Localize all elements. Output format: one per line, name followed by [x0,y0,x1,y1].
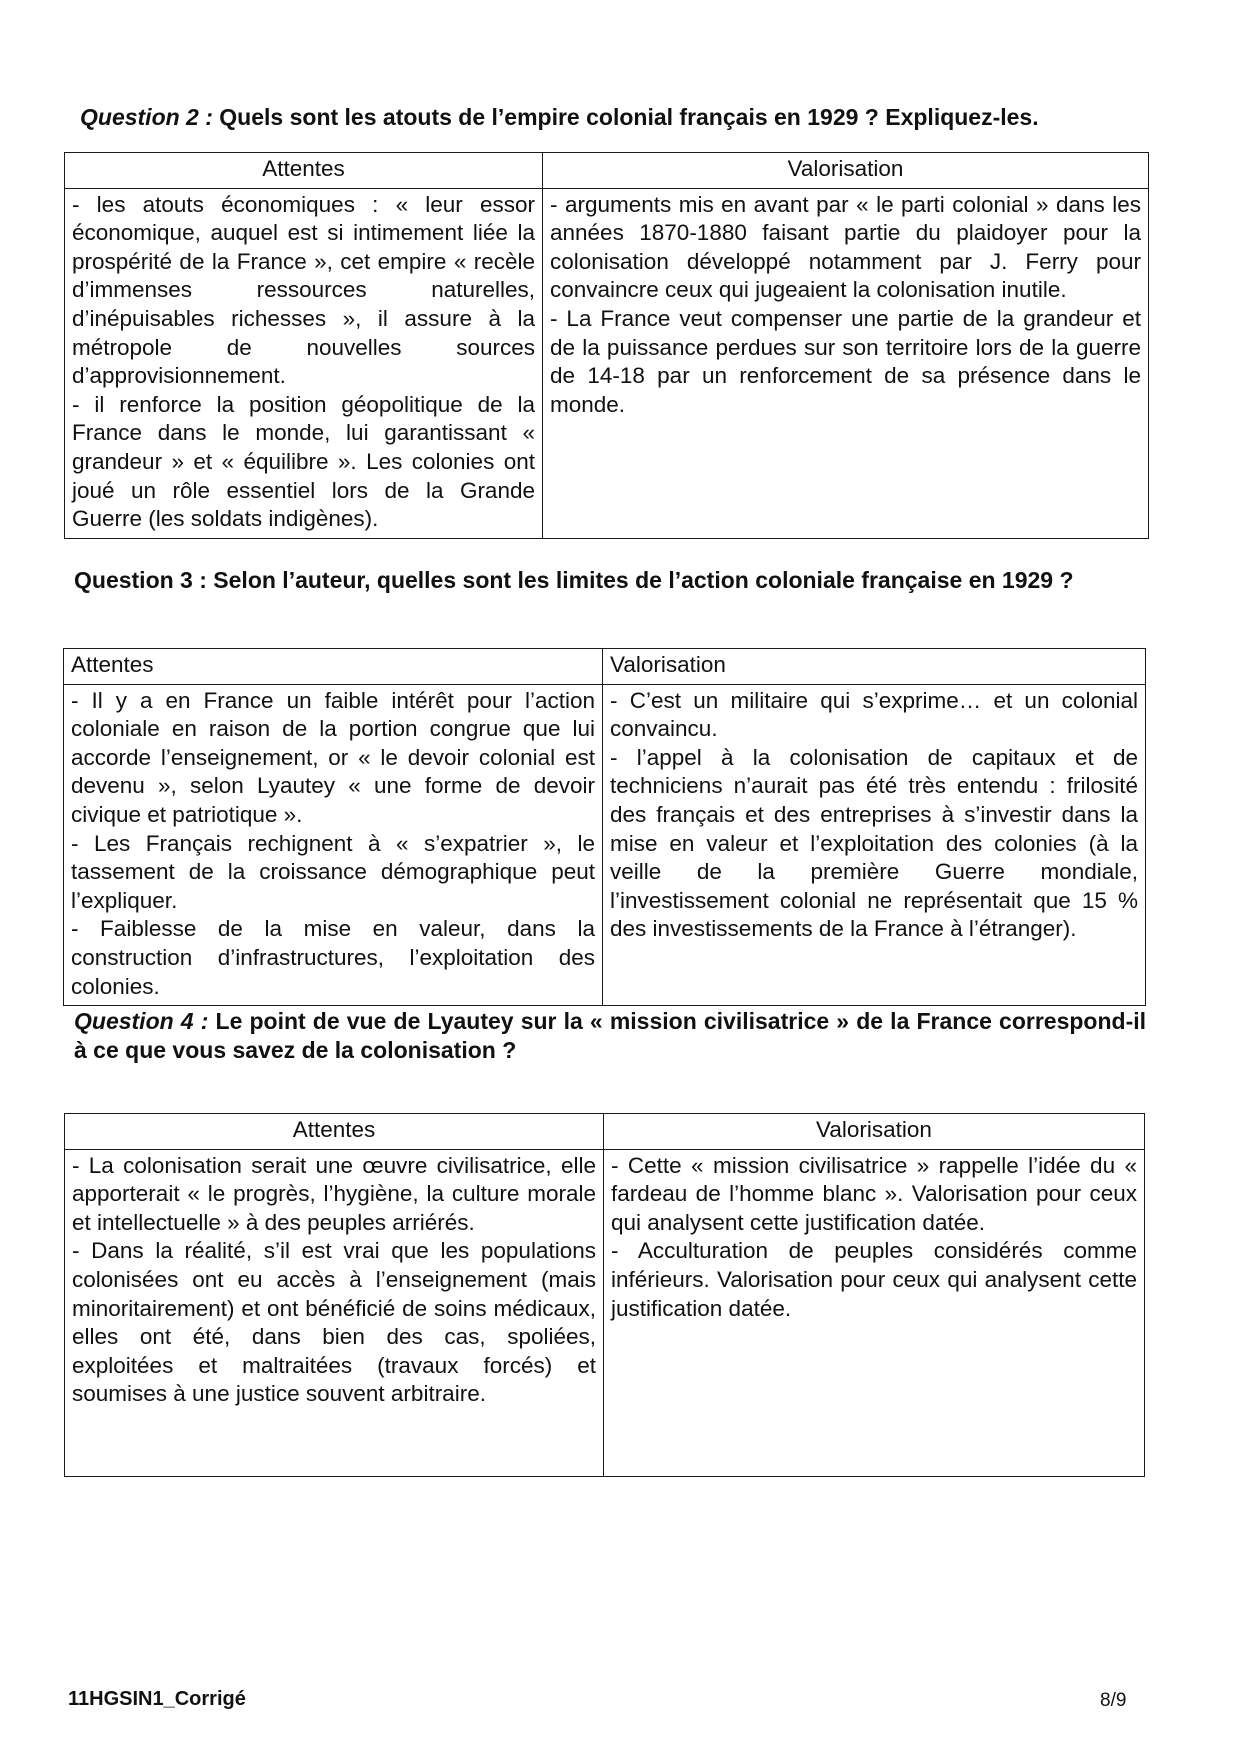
question-4-text: Le point de vue de Lyautey sur la « mission civilisatrice » de la France correspond-il à ce que vous savez de la colonisation ? [74,1008,1147,1063]
question-3-title [74,566,1146,595]
question-2-attentes-item: - les atouts économiques : « leur essor économique, auquel est si intimement liée la prospérité de la France », cet empire « recèle d’immenses ressources naturelles, d’inépuisables richesses », il assure à la métropole de nouvelles sources d’approvisionnement. [72,191,535,389]
question-3-table [63,648,1146,1006]
question-2-attentes-item: - il renforce la position géopolitique de la France dans le monde, lui garantissant « grandeur » et « équilibre ». Les colonies ont joué un rôle essentiel lors de la Grande Guerre (les soldats indigènes). [72,391,535,532]
question-3-header-valorisation: Valorisation [603,649,1146,685]
question-2-attentes-cell [65,188,543,538]
question-2-number: Question 2 : [80,104,213,130]
page-number: 8/9 [1100,1690,1127,1711]
document-code: 11HGSIN1_Corrigé [68,1688,246,1710]
question-4-attentes-item: - La colonisation serait une œuvre civilisatrice, elle apporterait « le progrès, l’hygiène, la culture morale et intellectuelle » à des peuples arriérés. [72,1152,596,1235]
question-3-attentes-item: - Les Français rechignent à « s’expatrier », le tassement de la croissance démographique peut l’expliquer. [71,830,595,913]
question-4-valorisation-item: - Acculturation de peuples considérés comme inférieurs. Valorisation pour ceux qui analysent cette justification datée. [611,1238,1137,1321]
question-3-attentes-cell [64,684,603,1006]
question-4-attentes-cell [65,1149,604,1476]
question-3-attentes-item: - Il y a en France un faible intérêt pour l’action coloniale en raison de la portion congrue que lui accorde l’enseignement, or « le devoir colonial est devenu », selon Lyautey « une forme de devoir civique et patriotique ». [71,687,595,827]
question-3-valorisation-item: - C’est un militaire qui s’exprime… et un colonial convaincu. [610,687,1138,742]
question-3-header-attentes: Attentes [64,649,603,685]
question-4-valorisation-item: - Cette « mission civilisatrice » rappelle l’idée du « fardeau de l’homme blanc ». Valorisation pour ceux qui analysent cette justification datée. [611,1152,1137,1235]
question-4-table [64,1113,1145,1477]
question-4-title [74,1007,1146,1065]
question-3-text: Selon l’auteur, quelles sont les limites de l’action coloniale française en 1929 ? [213,567,1074,593]
question-2-header-attentes: Attentes [65,153,543,189]
question-3-attentes-item: - Faiblesse de la mise en valeur, dans la construction d’infrastructures, l’exploitation des colonies. [71,916,595,999]
question-3-valorisation-item: - l’appel à la colonisation de capitaux et de techniciens n’aurait pas été très entendu : frilosité des français et des entreprises à s’investir dans la mise en valeur et l’exploitation des colonies (à la veille de la première Guerre mondiale, l’investissement colonial ne représentait que 15 % des investissements de la France à l’étranger). [610,744,1138,942]
question-2-title [80,103,1140,132]
question-3-valorisation-cell [603,684,1146,1006]
question-4-header-attentes: Attentes [65,1114,604,1150]
question-2-text: Quels sont les atouts de l’empire colonial français en 1929 ? Expliquez-les. [219,104,1039,130]
question-4-attentes-item: - Dans la réalité, s’il est vrai que les populations colonisées ont eu accès à l’enseignement (mais minoritairement) et ont bénéficié de soins médicaux, elles ont été, dans bien des cas, spoliées, exploitées et maltraitées (travaux forcés) et soumises à une justice souvent arbitraire. [72,1238,596,1407]
question-4-header-valorisation: Valorisation [604,1114,1145,1150]
question-4-valorisation-cell [604,1149,1145,1476]
question-4-number: Question 4 : [74,1008,209,1034]
question-2-table [64,152,1149,539]
question-2-valorisation-item: - arguments mis en avant par « le parti colonial » dans les années 1870-1880 faisant partie du plaidoyer pour la colonisation développé notamment par J. Ferry pour convaincre ceux qui jugeaient la colonisation inutile. [550,191,1141,303]
question-2-valorisation-cell [543,188,1149,538]
question-2-valorisation-item: - La France veut compenser une partie de la grandeur et de la puissance perdues sur son territoire lors de la guerre de 14-18 par un renforcement de sa présence dans le monde. [550,305,1141,417]
question-3-number: Question 3 : [74,567,207,593]
question-2-header-valorisation: Valorisation [543,153,1149,189]
